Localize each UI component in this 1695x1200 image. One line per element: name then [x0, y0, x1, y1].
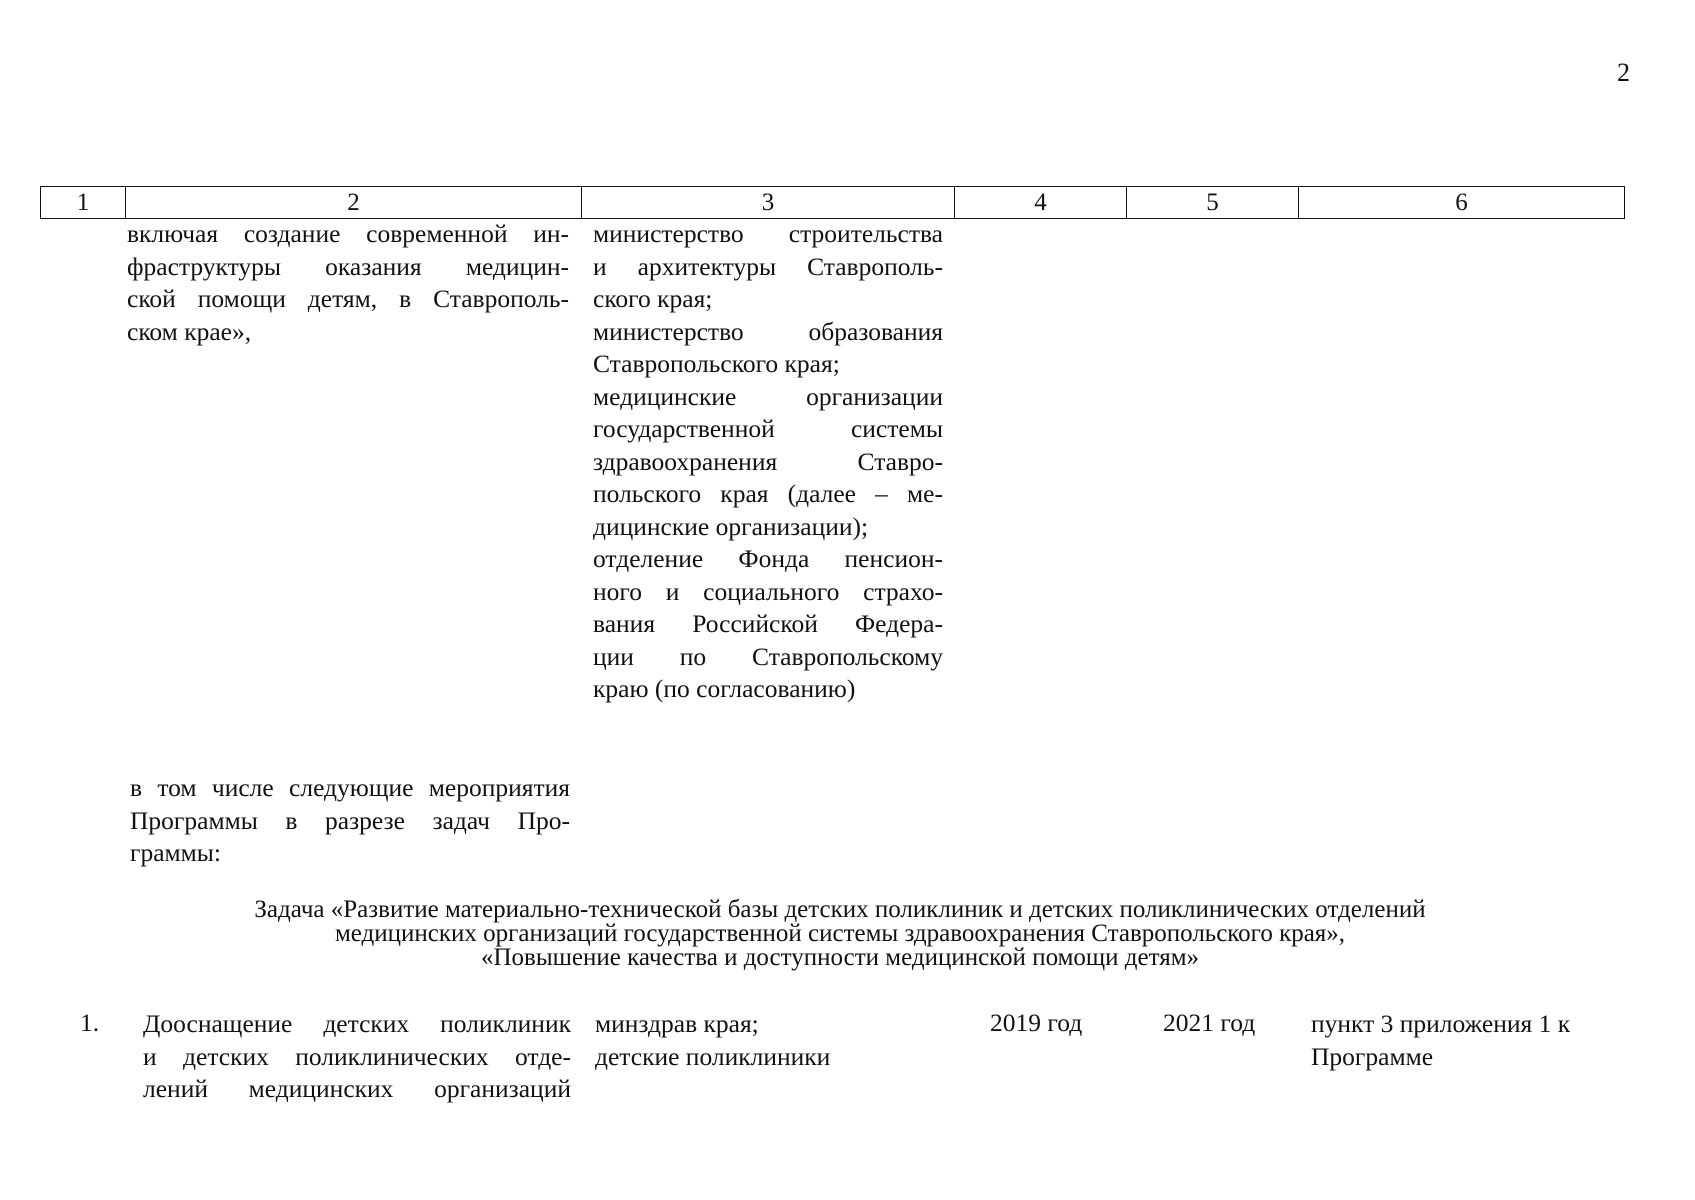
row1-activity-name	[143, 1008, 571, 1106]
text-line: здравоохранения Ставро-	[593, 446, 943, 476]
row1-end-year: 2021 год	[1163, 1008, 1256, 1037]
text-line: минздрав края;	[595, 1009, 759, 1038]
text-line: ции по Ставропольскому	[593, 641, 943, 671]
column-header-4: 4	[955, 187, 1127, 219]
text-line: министерство образования	[593, 316, 943, 346]
text-line: Дооснащение детских поликлиник	[143, 1009, 571, 1038]
text-line: ской помощи детям, в Ставрополь-	[127, 284, 569, 313]
col2-including-text	[130, 772, 570, 870]
column-header-1: 1	[41, 187, 126, 219]
column-header-3: 3	[582, 187, 955, 219]
text-line: включая создание современной ин-	[127, 219, 569, 248]
text-line: Ставропольского края;	[593, 349, 840, 378]
text-line: министерство строительства	[593, 219, 943, 248]
col3-responsible-executors	[593, 218, 943, 706]
text-line: краю (по согласованию)	[593, 674, 856, 703]
text-line: в том числе следующие мероприятия	[130, 773, 570, 802]
text-line: Программе	[1311, 1041, 1434, 1071]
row1-indicator-reference	[1311, 1008, 1611, 1073]
text-line: вания Российской Федера-	[593, 609, 943, 638]
text-line: медицинские организации	[593, 381, 943, 411]
text-line: пункт 3 приложения 1 к	[1311, 1009, 1571, 1038]
task-heading-line: «Повышение качества и доступности медицинской помощи детям»	[480, 944, 1200, 971]
text-line: фраструктуры оказания медицин-	[127, 251, 569, 281]
column-header-table	[40, 186, 1625, 219]
row1-executors	[595, 1008, 935, 1073]
text-line: ском крае»,	[127, 316, 252, 346]
page-number: 2	[1617, 58, 1630, 87]
text-line: Программы в разрезе задач Про-	[130, 805, 570, 835]
task-heading-line: медицинских организаций государственной системы здравоохранения Ставропольского края»,	[334, 920, 1346, 947]
task-heading	[150, 898, 1530, 970]
text-line: отделение Фонда пенсион-	[593, 544, 943, 573]
column-header-row	[41, 187, 1625, 219]
text-line: ного и социального страхо-	[593, 576, 943, 606]
col2-intro-text	[127, 218, 569, 348]
text-line: лений медицинских организаций	[143, 1074, 571, 1103]
text-line: детские поликлиники	[595, 1041, 831, 1071]
text-line: и детских поликлинических отде-	[143, 1041, 571, 1071]
text-line: и архитектуры Ставрополь-	[593, 251, 943, 281]
text-line: польского края (далее – ме-	[593, 479, 943, 508]
column-header-6: 6	[1299, 187, 1625, 219]
text-line: дицинские организации);	[593, 511, 869, 541]
row-number: 1.	[80, 1008, 100, 1037]
column-header-5: 5	[1127, 187, 1299, 219]
column-header-2: 2	[126, 187, 582, 219]
text-line: государственной системы	[593, 414, 943, 443]
row1-start-year: 2019 год	[990, 1008, 1083, 1037]
text-line: ского края;	[593, 284, 713, 313]
task-heading-line: Задача «Развитие материально-технической базы детских поликлиник и детских поликлинических отделений	[254, 896, 1426, 923]
text-line: граммы:	[130, 838, 222, 867]
